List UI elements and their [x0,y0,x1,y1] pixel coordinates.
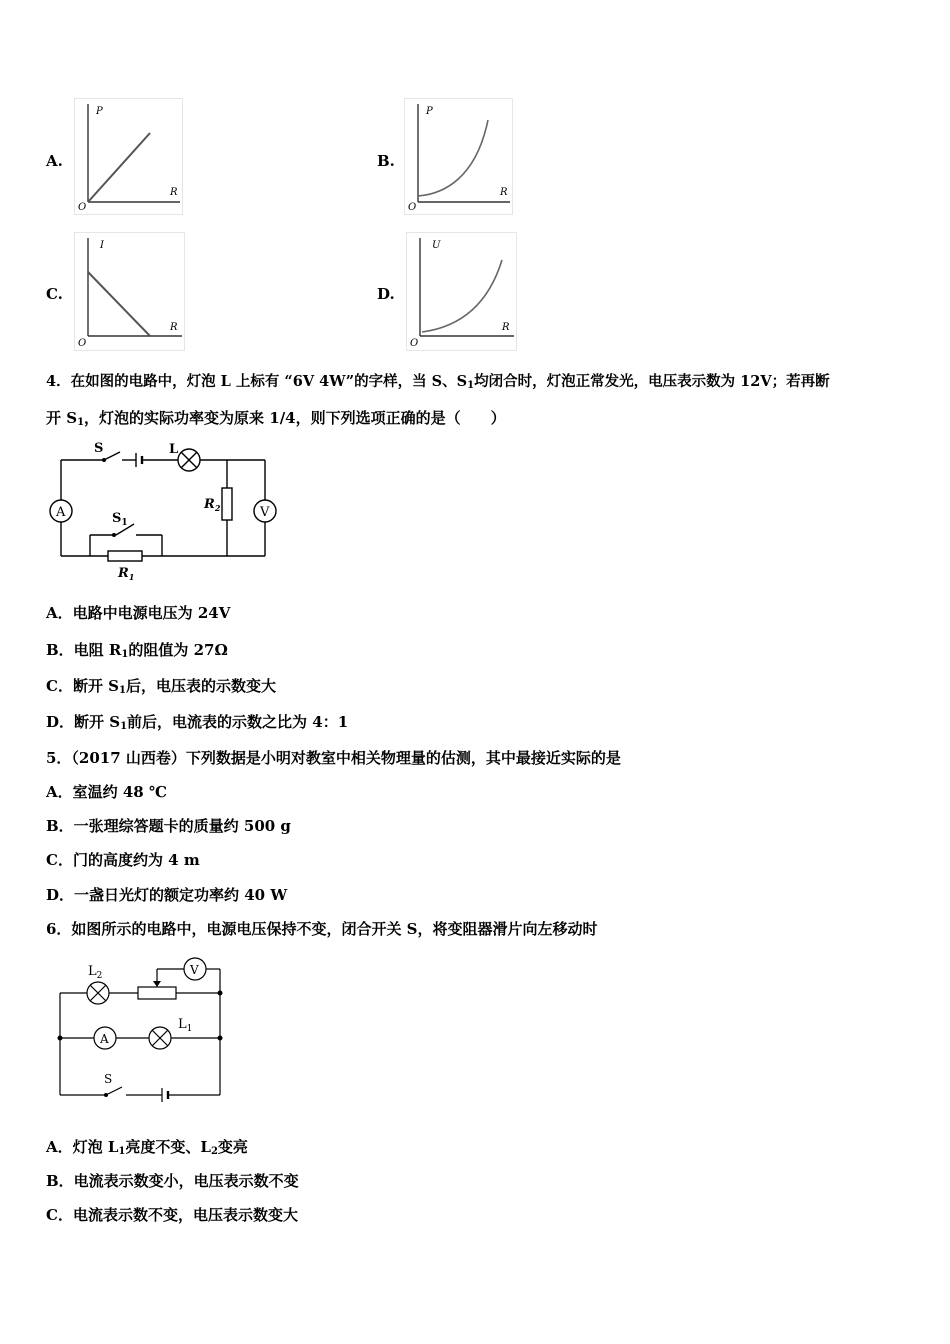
q4-r1-label: $R_1$ [118,566,135,582]
q6-slider-arrow-icon [153,981,161,987]
q6-option-a: A．灯泡 $L_1$亮度不变、$L_2$变亮 [46,1138,248,1157]
q4-r2-label: $R_2$ [204,497,221,513]
q4-stem-line2: 开 $S_1$，灯泡的实际功率变为原来 1/4，则下列选项正确的是（ ） [46,409,506,428]
q6-stem: 6．如图所示的电路中，电源电压保持不变，闭合开关 S，将变阻器滑片向左移动时 [46,920,598,938]
q4-switch-s-label: S [94,441,104,456]
graph-c-origin: O [78,338,87,349]
graph-d-origin: O [410,338,419,349]
graph-a-y-label: P [96,106,103,117]
option-c-label: C. [46,285,63,303]
q5-option-d: D．一盏日光灯的额定功率约 40 W [46,886,288,904]
q6-l2-label: $L_2$ [88,964,103,981]
q6-switch-label: S [104,1072,113,1086]
q4-voltmeter-label: V [260,505,270,520]
graph-d-x-label: R [502,322,510,333]
graph-b [404,98,514,216]
q4-stem-line1: 4．在如图的电路中，灯泡 L 上标有 “6V 4W”的字样，当 S、$S_1$均闭合时，灯泡正常发光，电压表示数为 12V；若再断 [46,373,830,391]
graph-b-y-label: P [426,106,433,117]
q4-circuit-diagram [44,438,284,583]
graph-a-x-label: R [170,187,178,198]
q6-l1-label: $L_1$ [178,1017,193,1034]
q5-option-b: B．一张理综答题卡的质量约 500 g [46,817,291,835]
q4-switch-s1-label: $S_1$ [112,511,128,528]
graph-d-curve [422,260,502,332]
graph-a-origin: O [78,202,87,213]
option-b-label: B. [377,152,395,170]
graph-c-y-label: I [100,240,104,251]
option-d-label: D. [377,285,395,303]
graph-c-curve [88,272,150,336]
q6-circuit-diagram [52,955,232,1105]
option-a-label: A. [46,152,63,170]
q4-lamp-label: L [169,442,179,457]
q6-voltmeter-label: V [190,963,199,977]
graph-c-x-label: R [170,322,178,333]
q4-option-b: B．电阻 $R_1$的阻值为 27Ω [46,641,228,660]
graph-b-x-label: R [500,187,508,198]
graph-c [74,232,186,352]
q5-option-c: C．门的高度约为 4 m [46,851,200,869]
q5-stem: 5．（2017 山西卷）下列数据是小明对教室中相关物理量的估测，其中最接近实际的是 [46,749,621,767]
q6-option-b: B．电流表示数变小，电压表示数不变 [46,1172,299,1190]
q5-option-a: A．室温约 48 ℃ [46,783,167,801]
q4-option-a: A．电路中电源电压为 24V [46,604,231,622]
graph-b-curve [418,120,488,196]
q4-ammeter-label: A [56,505,66,520]
graph-b-origin: O [408,202,417,213]
graph-a [74,98,184,216]
q6-ammeter-label: A [100,1032,109,1046]
graph-a-curve [88,133,150,202]
q4-option-d: D．断开 $S_1$前后，电流表的示数之比为 4：1 [46,713,349,732]
q4-option-c: C．断开 $S_1$后，电压表的示数变大 [46,677,276,696]
graph-d-y-label: U [432,240,441,251]
q6-option-c: C．电流表示数不变，电压表示数变大 [46,1206,298,1224]
graph-d [406,232,518,352]
